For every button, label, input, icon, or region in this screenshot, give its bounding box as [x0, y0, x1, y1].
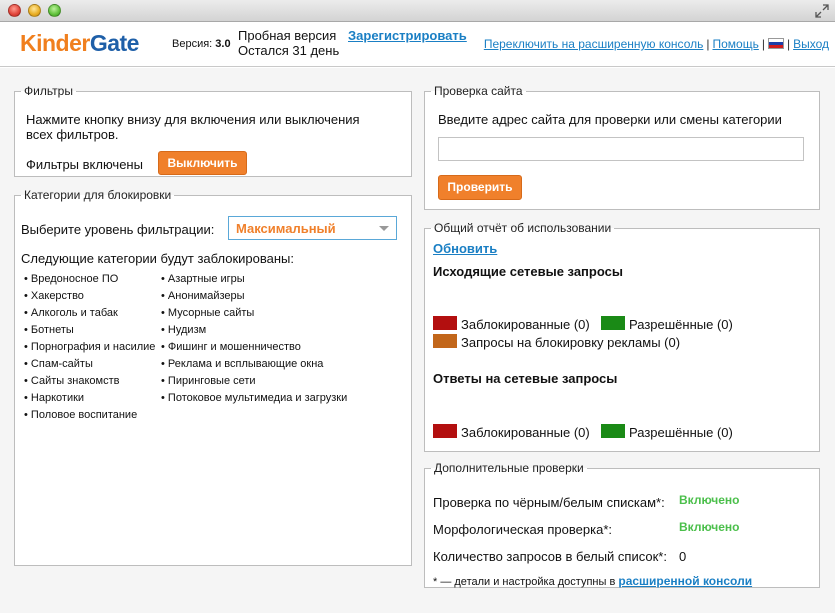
site-check-legend: Проверка сайта	[434, 84, 523, 98]
blocked-color-swatch	[433, 424, 457, 438]
whitelist-requests-count: 0	[679, 549, 687, 564]
nav-separator: |	[706, 37, 710, 51]
list-item: • Анонимайзеры	[161, 288, 347, 305]
filters-description: Нажмите кнопку внизу для включения или выключения всех фильтров.	[26, 112, 360, 142]
list-item: • Реклама и всплывающие окна	[161, 356, 347, 373]
register-link[interactable]: Зарегистрировать	[348, 28, 467, 43]
list-item: • Нудизм	[161, 322, 347, 339]
blocked-categories-col1	[24, 271, 155, 424]
filter-level-label: Выберите уровень фильтрации:	[21, 222, 215, 237]
fullscreen-icon[interactable]	[815, 4, 829, 18]
outgoing-allowed-label: Разрешённые (0)	[629, 317, 733, 332]
version-info	[172, 38, 231, 50]
whitelist-requests-label: Количество запросов в белый список*:	[433, 549, 667, 564]
usage-report-panel	[424, 221, 820, 452]
blackwhite-list-label: Проверка по чёрным/белым спискам*:	[433, 495, 665, 510]
minimize-window-button[interactable]	[28, 4, 41, 17]
blocked-categories-heading: Следующие категории будут заблокированы:	[21, 251, 294, 266]
extra-checks-legend: Дополнительные проверки	[434, 461, 584, 475]
list-item: • Вредоносное ПО	[24, 271, 155, 288]
header-nav	[484, 37, 829, 51]
filters-status: Фильтры включены	[26, 157, 143, 172]
nav-separator: |	[786, 37, 791, 51]
filters-legend: Фильтры	[24, 84, 73, 98]
russian-flag-icon[interactable]	[768, 38, 784, 49]
window-titlebar	[0, 0, 835, 22]
list-item: • Фишинг и мошенничество	[161, 339, 347, 356]
help-link[interactable]: Помощь	[712, 37, 759, 51]
usage-report-legend: Общий отчёт об использовании	[434, 221, 612, 235]
blocked-color-swatch	[433, 316, 457, 330]
list-item: • Пиринговые сети	[161, 373, 347, 390]
kindergate-logo	[20, 30, 139, 57]
disable-filters-button[interactable]: Выключить	[158, 151, 247, 175]
trial-info	[238, 28, 339, 58]
blocked-categories-col2	[161, 271, 347, 407]
list-item: • Хакерство	[24, 288, 155, 305]
footnote	[433, 574, 752, 588]
chevron-down-icon	[379, 226, 389, 231]
list-item: • Азартные игры	[161, 271, 347, 288]
list-item: • Наркотики	[24, 390, 155, 407]
nav-separator: |	[761, 37, 765, 51]
list-item: • Сайты знакомств	[24, 373, 155, 390]
ad-requests-label: Запросы на блокировку рекламы (0)	[461, 335, 681, 350]
refresh-link[interactable]: Обновить	[433, 241, 498, 256]
trial-status: Пробная версия	[238, 28, 337, 43]
check-site-button[interactable]: Проверить	[438, 175, 522, 200]
extended-console-link[interactable]: расширенной консоли	[618, 574, 753, 588]
morphology-label: Морфологическая проверка*:	[433, 522, 612, 537]
logout-link[interactable]: Выход	[793, 37, 829, 51]
list-item: • Спам-сайты	[24, 356, 155, 373]
allowed-color-swatch	[601, 424, 625, 438]
trial-days-left: Остался 31 день	[238, 43, 340, 58]
allowed-color-swatch	[601, 316, 625, 330]
site-check-panel	[424, 84, 820, 210]
list-item: • Потоковое мультимедиа и загрузки	[161, 390, 347, 407]
filters-panel	[14, 84, 412, 177]
footnote-text: * — детали и настройка доступны в	[433, 576, 616, 588]
logo-part-gate: Gate	[89, 30, 139, 56]
ads-color-swatch	[433, 334, 457, 348]
blackwhite-list-status: Включено	[679, 493, 740, 507]
outgoing-requests-title: Исходящие сетевые запросы	[433, 264, 623, 279]
version-label: Версия:	[172, 38, 213, 50]
responses-title: Ответы на сетевые запросы	[433, 371, 618, 386]
list-item: • Половое воспитание	[24, 407, 155, 424]
switch-extended-console-link[interactable]: Переключить на расширенную консоль	[483, 37, 704, 51]
extra-checks-panel	[424, 461, 820, 588]
list-item: • Порнография и насилие	[24, 339, 155, 356]
categories-panel	[14, 188, 412, 566]
categories-legend: Категории для блокировки	[24, 188, 172, 202]
list-item: • Алкоголь и табак	[24, 305, 155, 322]
logo-part-kinder: Kinder	[20, 30, 90, 56]
morphology-status: Включено	[679, 520, 740, 534]
close-window-button[interactable]	[8, 4, 21, 17]
site-url-input[interactable]	[438, 137, 804, 161]
site-check-prompt: Введите адрес сайта для проверки или смены категории	[438, 112, 782, 127]
outgoing-blocked-label: Заблокированные (0)	[461, 317, 590, 332]
list-item: • Мусорные сайты	[161, 305, 347, 322]
version-value: 3.0	[215, 38, 231, 50]
zoom-window-button[interactable]	[48, 4, 61, 17]
filter-level-select[interactable]	[228, 216, 397, 240]
responses-allowed-label: Разрешённые (0)	[629, 425, 733, 440]
app-header	[0, 23, 835, 67]
filter-level-value: Максимальный	[236, 221, 336, 236]
responses-blocked-label: Заблокированные (0)	[461, 425, 590, 440]
list-item: • Ботнеты	[24, 322, 155, 339]
